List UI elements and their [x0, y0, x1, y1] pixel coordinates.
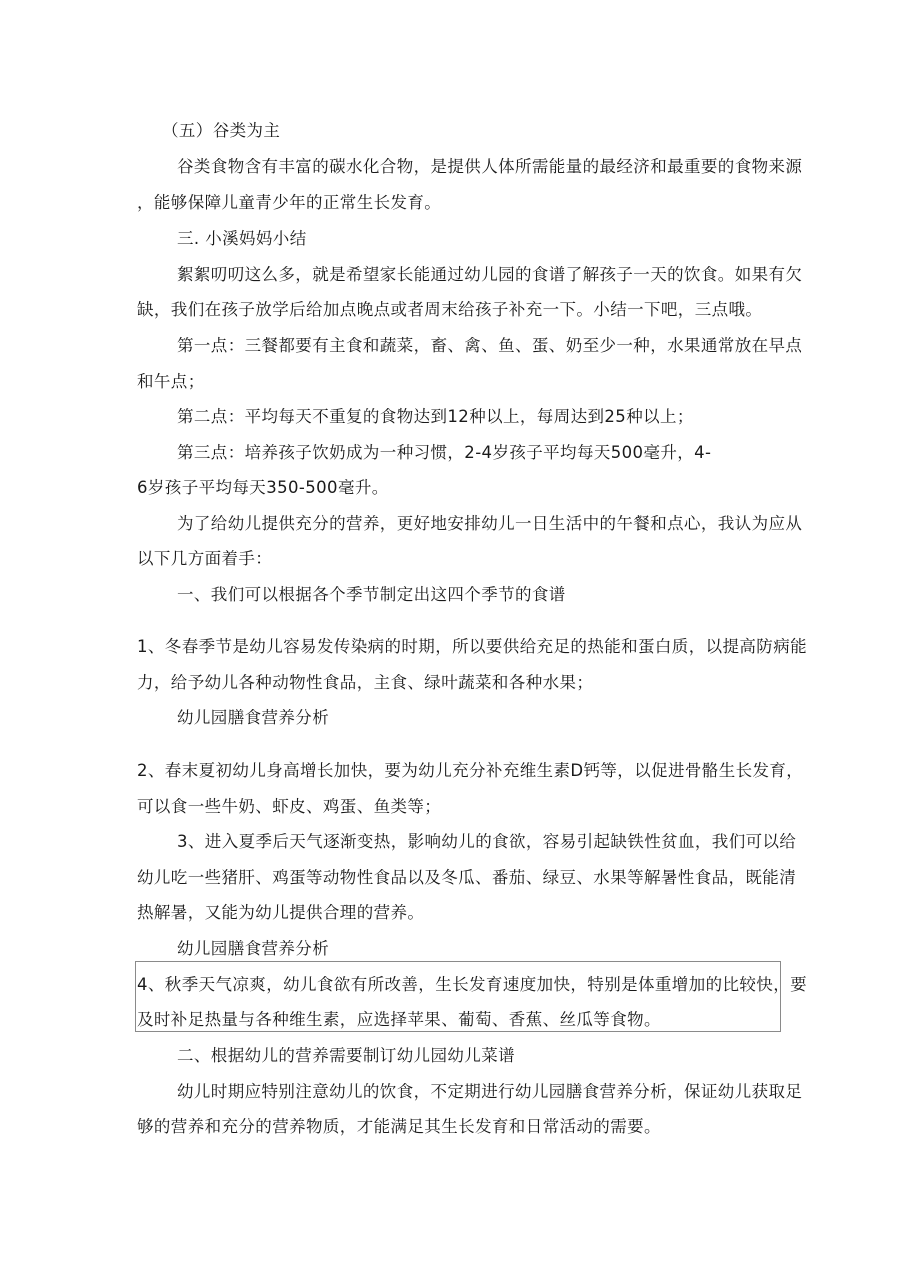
subheading-nutrition-analysis: 幼儿园膳食营养分析: [177, 939, 330, 958]
paragraph-line: 第二点：平均每天不重复的食物达到12种以上，每周达到25种以上；: [177, 407, 694, 426]
paragraph-line: 热解暑，又能为幼儿提供合理的营养。: [137, 903, 425, 922]
paragraph-line: 幼儿吃一些猪肝、鸡蛋等动物性食品以及冬瓜、番茄、绿豆、水果等解暑性食品，既能清: [137, 868, 797, 887]
paragraph-line: 第一点：三餐都要有主食和蔬菜，畜、禽、鱼、蛋、奶至少一种，水果通常放在早点: [177, 336, 803, 355]
paragraph-line: 3、进入夏季后天气逐渐变热，影响幼儿的食欲，容易引起缺铁性贫血，我们可以给: [177, 832, 797, 851]
subheading-nutrition-analysis: 幼儿园膳食营养分析: [177, 708, 330, 727]
paragraph-line: 谷类食物含有丰富的碳水化合物，是提供人体所需能量的最经济和最重要的食物来源: [177, 157, 803, 176]
paragraph-line: 力，给予幼儿各种动物性食品，主食、绿叶蔬菜和各种水果；: [137, 673, 594, 692]
paragraph-line: 及时补足热量与各种维生素，应选择苹果、葡萄、香蕉、丝瓜等食物。: [137, 1010, 661, 1029]
paragraph-line: 够的营养和充分的营养物质，才能满足其生长发育和日常活动的需要。: [137, 1117, 661, 1136]
paragraph-line: 和午点；: [137, 372, 205, 391]
paragraph-line: 幼儿时期应特别注意幼儿的饮食，不定期进行幼儿园膳食营养分析，保证幼儿获取足: [177, 1082, 803, 1101]
section-heading-menu: 二、根据幼儿的营养需要制订幼儿园幼儿菜谱: [177, 1046, 515, 1065]
paragraph-line: 4、秋季天气凉爽，幼儿食欲有所改善，生长发育速度加快，特别是体重增加的比较快，要: [137, 975, 807, 994]
paragraph-line: 1、冬春季节是幼儿容易发传染病的时期，所以要供给充足的热能和蛋白质，以提高防病能: [137, 637, 807, 656]
paragraph-line: 可以食一些牛奶、虾皮、鸡蛋、鱼类等；: [137, 797, 442, 816]
paragraph-line: 絮絮叨叨这么多，就是希望家长能通过幼儿园的食谱了解孩子一天的饮食。如果有欠: [177, 265, 803, 284]
section-heading-seasons: 一、我们可以根据各个季节制定出这四个季节的食谱: [177, 585, 566, 604]
paragraph-line: 以下几方面着手：: [137, 549, 273, 568]
paragraph-line: 第三点：培养孩子饮奶成为一种习惯，2-4岁孩子平均每天500毫升，4-: [177, 443, 712, 462]
paragraph-line: 6岁孩子平均每天350-500毫升。: [137, 478, 389, 497]
paragraph-line: 2、春末夏初幼儿身高增长加快，要为幼儿充分补充维生素D钙等，以促进骨骼生长发育，: [137, 761, 804, 780]
paragraph-line: 为了给幼儿提供充分的营养，更好地安排幼儿一日生活中的午餐和点心，我认为应从: [177, 514, 803, 533]
section-heading-summary: 三. 小溪妈妈小结: [177, 229, 307, 248]
paragraph-line: 缺，我们在孩子放学后给加点晚点或者周末给孩子补充一下。小结一下吧，三点哦。: [137, 300, 763, 319]
section-heading-grains: （五）谷类为主: [162, 121, 281, 140]
paragraph-line: ，能够保障儿童青少年的正常生长发育。: [137, 193, 442, 212]
